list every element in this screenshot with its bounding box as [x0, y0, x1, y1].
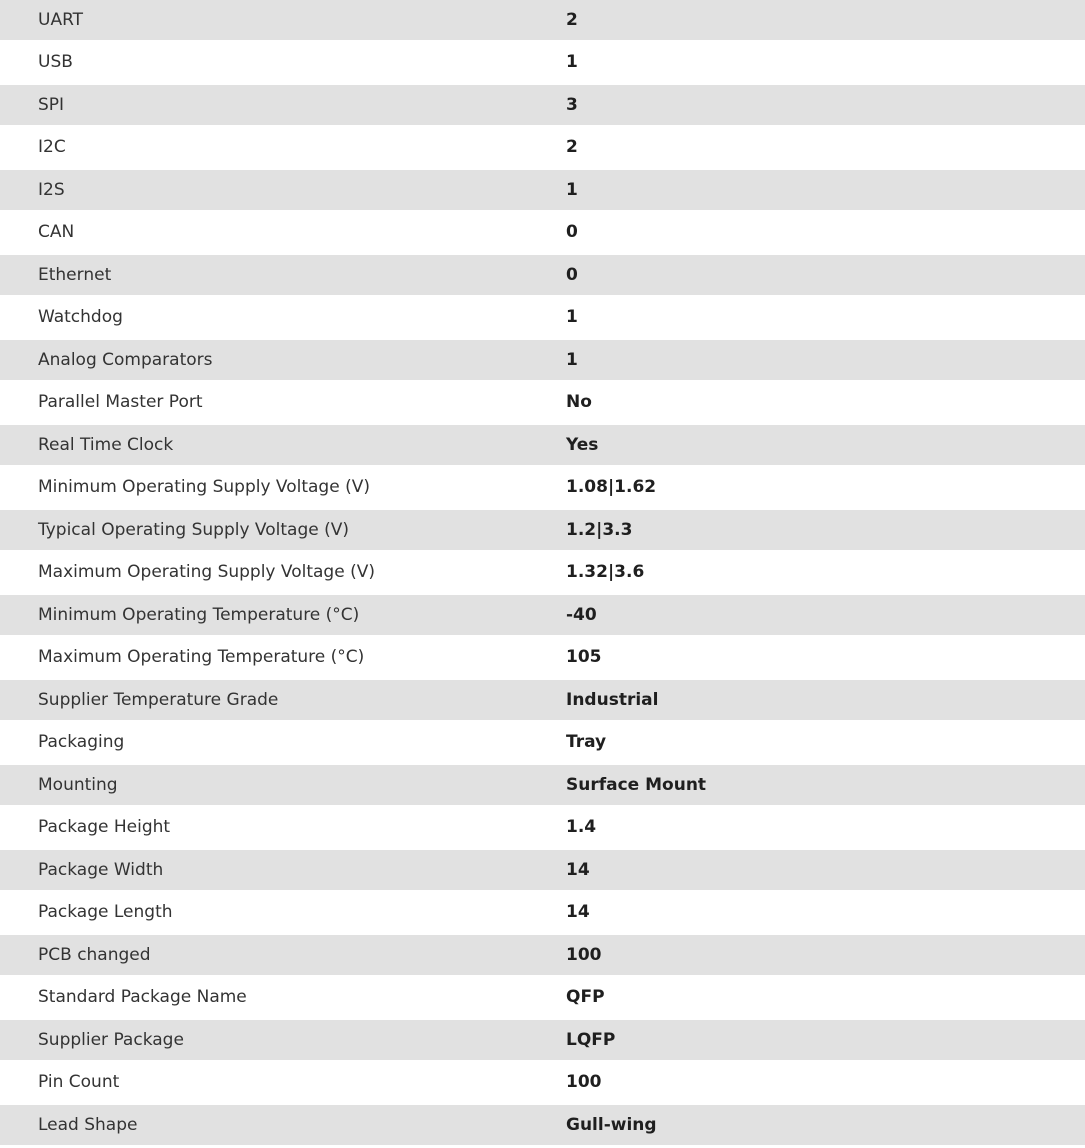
spec-label: Parallel Master Port: [38, 392, 203, 412]
spec-label: Typical Operating Supply Voltage (V): [38, 519, 349, 540]
spec-row-spi: [0, 85, 1085, 125]
spec-row-package-height: [0, 805, 1085, 850]
spec-label: Maximum Operating Temperature (°C): [38, 647, 365, 667]
spec-row-usb: [0, 40, 1085, 85]
spec-value: 100: [566, 1072, 602, 1092]
spec-label: UART: [38, 9, 84, 30]
spec-value: 14: [566, 902, 590, 922]
spec-label: I2S: [38, 179, 65, 200]
spec-label: Analog Comparators: [38, 349, 213, 370]
spec-row-max-supply-voltage: [0, 550, 1085, 595]
spec-row-uart: [0, 0, 1085, 40]
spec-value: Tray: [566, 732, 607, 752]
spec-row-pin-count: [0, 1060, 1085, 1105]
spec-row-watchdog: [0, 295, 1085, 340]
spec-value: 2: [566, 9, 578, 30]
spec-row-lead-shape: [0, 1105, 1085, 1145]
spec-row-max-operating-temperature: [0, 635, 1085, 680]
spec-row-pcb-changed: [0, 935, 1085, 975]
spec-row-can: [0, 210, 1085, 255]
spec-value: No: [566, 392, 592, 412]
spec-value: 1.08|1.62: [566, 477, 657, 497]
spec-label: Pin Count: [38, 1072, 120, 1092]
spec-label: Lead Shape: [38, 1114, 138, 1135]
spec-row-i2c: [0, 125, 1085, 170]
spec-row-min-operating-temperature: [0, 595, 1085, 635]
spec-label: Watchdog: [38, 307, 123, 327]
spec-value: 105: [566, 647, 602, 667]
spec-value: 1: [566, 52, 578, 72]
spec-value: Industrial: [566, 689, 659, 710]
spec-value: 1: [566, 307, 578, 327]
spec-row-i2s: [0, 170, 1085, 210]
spec-label: Package Length: [38, 902, 173, 922]
spec-row-parallel-master-port: [0, 380, 1085, 425]
spec-row-typical-supply-voltage: [0, 510, 1085, 550]
spec-value: 3: [566, 94, 578, 115]
spec-label: Package Height: [38, 817, 171, 837]
spec-label: Mounting: [38, 774, 118, 795]
spec-value: Gull-wing: [566, 1114, 657, 1135]
spec-value: 1: [566, 179, 578, 200]
spec-value: 0: [566, 264, 578, 285]
spec-label: USB: [38, 52, 73, 72]
spec-row-mounting: [0, 765, 1085, 805]
spec-row-package-width: [0, 850, 1085, 890]
spec-value: 14: [566, 859, 590, 880]
spec-value: -40: [566, 604, 597, 625]
spec-label: Minimum Operating Temperature (°C): [38, 604, 360, 625]
spec-label: Package Width: [38, 859, 164, 880]
spec-label: Standard Package Name: [38, 987, 247, 1007]
spec-row-min-supply-voltage: [0, 465, 1085, 510]
spec-label: Ethernet: [38, 264, 112, 285]
spec-value: 1.4: [566, 817, 597, 837]
spec-label: I2C: [38, 137, 66, 157]
spec-label: SPI: [38, 94, 65, 115]
spec-row-packaging: [0, 720, 1085, 765]
spec-label: Minimum Operating Supply Voltage (V): [38, 477, 370, 497]
spec-label: Real Time Clock: [38, 434, 174, 455]
spec-value: QFP: [566, 987, 605, 1007]
spec-row-standard-package-name: [0, 975, 1085, 1020]
spec-label: Supplier Package: [38, 1029, 184, 1050]
spec-label: PCB changed: [38, 944, 151, 965]
spec-row-ethernet: [0, 255, 1085, 295]
spec-value: 1.2|3.3: [566, 519, 633, 540]
spec-value: 1: [566, 349, 578, 370]
spec-label: Maximum Operating Supply Voltage (V): [38, 562, 375, 582]
spec-value: Surface Mount: [566, 774, 707, 795]
spec-row-supplier-package: [0, 1020, 1085, 1060]
spec-row-package-length: [0, 890, 1085, 935]
spec-value: 2: [566, 137, 578, 157]
spec-value: LQFP: [566, 1029, 616, 1050]
spec-row-real-time-clock: [0, 425, 1085, 465]
spec-value: 0: [566, 222, 578, 242]
spec-value: 100: [566, 944, 602, 965]
spec-label: CAN: [38, 222, 75, 242]
spec-row-supplier-temperature-grade: [0, 680, 1085, 720]
spec-value: 1.32|3.6: [566, 562, 645, 582]
spec-label: Packaging: [38, 732, 125, 752]
spec-row-analog-comparators: [0, 340, 1085, 380]
spec-label: Supplier Temperature Grade: [38, 689, 279, 710]
spec-value: Yes: [566, 434, 599, 455]
